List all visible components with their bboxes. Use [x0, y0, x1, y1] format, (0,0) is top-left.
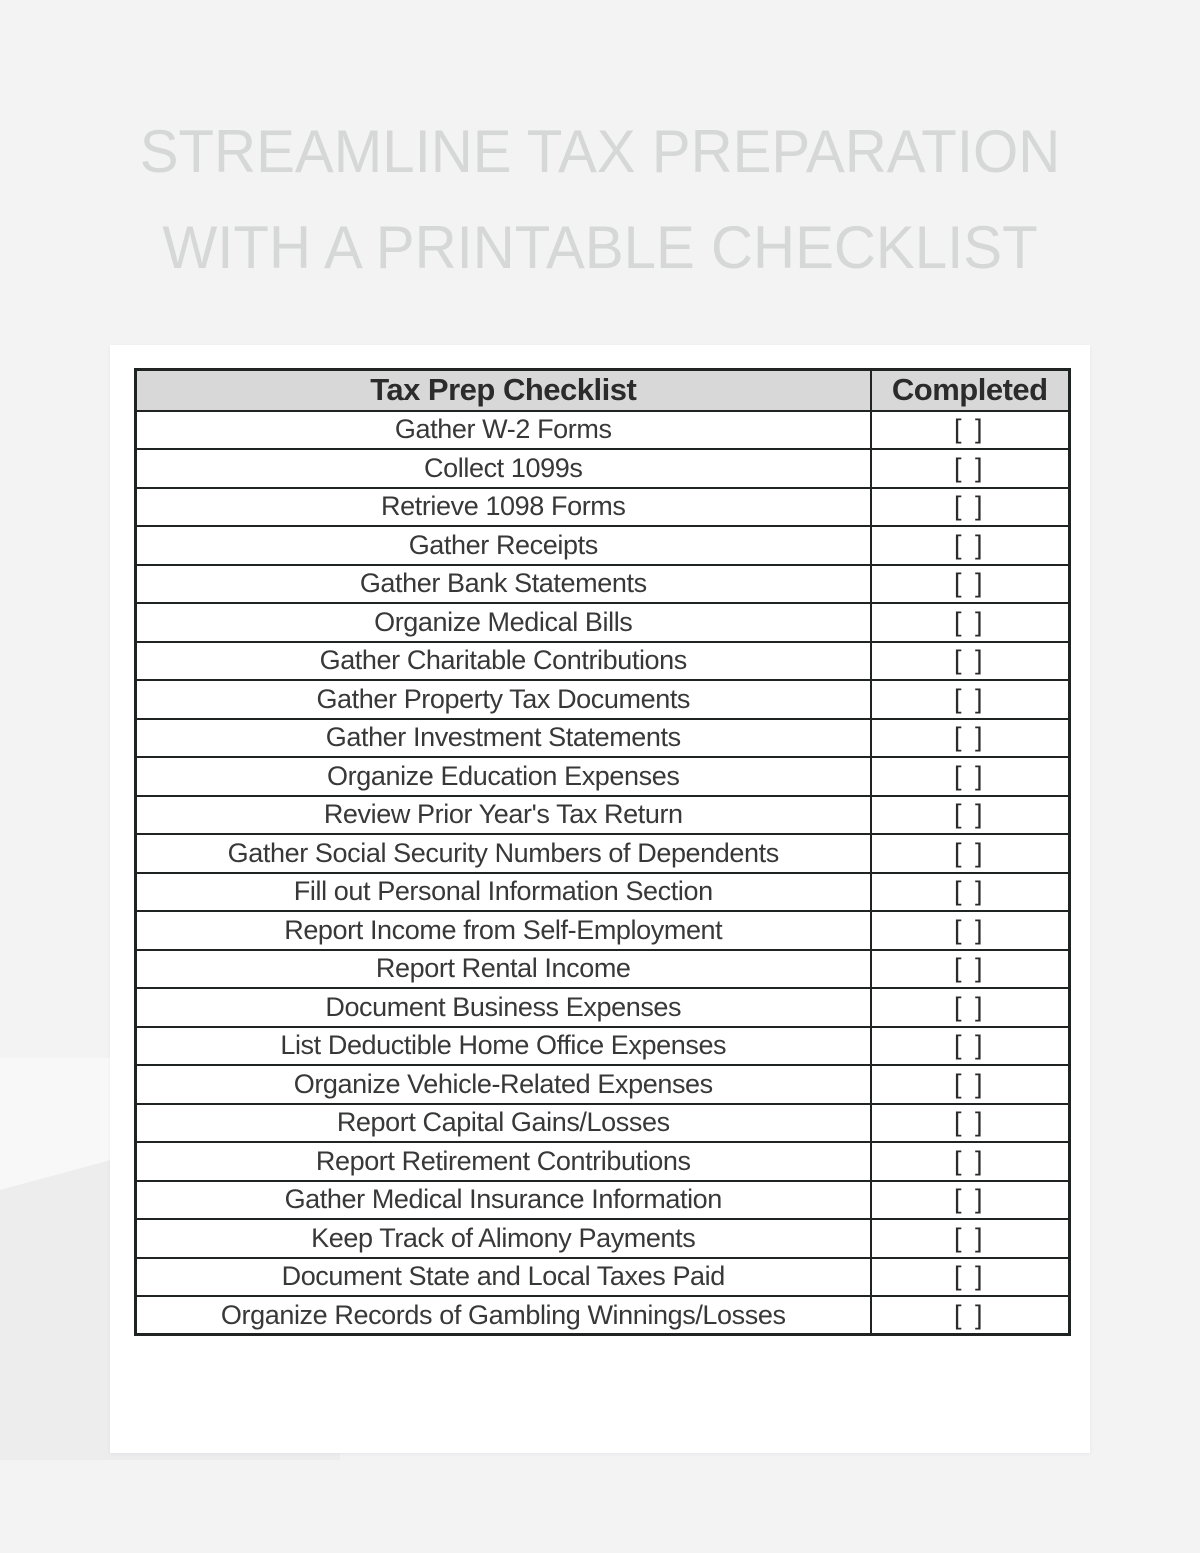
task-cell: Gather Investment Statements: [136, 719, 871, 758]
completed-column-header: Completed: [871, 370, 1070, 411]
table-row: [136, 719, 1070, 758]
completed-checkbox-cell[interactable]: [ ]: [871, 526, 1070, 565]
task-cell: Gather Medical Insurance Information: [136, 1181, 871, 1220]
table-row: [136, 526, 1070, 565]
completed-checkbox-cell[interactable]: [ ]: [871, 1104, 1070, 1143]
table-row: [136, 873, 1070, 912]
table-row: [136, 1181, 1070, 1220]
completed-checkbox-cell[interactable]: [ ]: [871, 449, 1070, 488]
table-header-row: [136, 370, 1070, 411]
completed-checkbox-cell[interactable]: [ ]: [871, 911, 1070, 950]
table-row: [136, 1219, 1070, 1258]
completed-checkbox-cell[interactable]: [ ]: [871, 1296, 1070, 1335]
table-row: [136, 757, 1070, 796]
table-row: [136, 988, 1070, 1027]
completed-checkbox-cell[interactable]: [ ]: [871, 680, 1070, 719]
task-cell: Gather W-2 Forms: [136, 411, 871, 450]
completed-checkbox-cell[interactable]: [ ]: [871, 411, 1070, 450]
task-cell: Report Retirement Contributions: [136, 1142, 871, 1181]
table-row: [136, 1296, 1070, 1335]
completed-checkbox-cell[interactable]: [ ]: [871, 757, 1070, 796]
task-cell: Review Prior Year's Tax Return: [136, 796, 871, 835]
tax-prep-checklist-table: [134, 368, 1071, 1336]
table-row: [136, 950, 1070, 989]
task-cell: Document Business Expenses: [136, 988, 871, 1027]
completed-checkbox-cell[interactable]: [ ]: [871, 1065, 1070, 1104]
task-cell: Gather Charitable Contributions: [136, 642, 871, 681]
task-cell: Gather Social Security Numbers of Dependents: [136, 834, 871, 873]
table-row: [136, 1142, 1070, 1181]
task-cell: Report Income from Self-Employment: [136, 911, 871, 950]
table-row: [136, 603, 1070, 642]
task-cell: Retrieve 1098 Forms: [136, 488, 871, 527]
task-cell: List Deductible Home Office Expenses: [136, 1027, 871, 1066]
task-cell: Collect 1099s: [136, 449, 871, 488]
page-title-line-2: WITH A PRINTABLE CHECKLIST: [162, 214, 1038, 281]
task-cell: Gather Property Tax Documents: [136, 680, 871, 719]
completed-checkbox-cell[interactable]: [ ]: [871, 1142, 1070, 1181]
task-cell: Organize Education Expenses: [136, 757, 871, 796]
completed-checkbox-cell[interactable]: [ ]: [871, 950, 1070, 989]
page-title: [18, 104, 1182, 296]
task-column-header: Tax Prep Checklist: [136, 370, 871, 411]
table-row: [136, 1258, 1070, 1297]
completed-checkbox-cell[interactable]: [ ]: [871, 796, 1070, 835]
checklist-card: [110, 345, 1090, 1453]
task-cell: Gather Receipts: [136, 526, 871, 565]
table-row: [136, 911, 1070, 950]
task-cell: Keep Track of Alimony Payments: [136, 1219, 871, 1258]
task-cell: Fill out Personal Information Section: [136, 873, 871, 912]
table-row: [136, 411, 1070, 450]
completed-checkbox-cell[interactable]: [ ]: [871, 603, 1070, 642]
table-row: [136, 1065, 1070, 1104]
task-cell: Report Rental Income: [136, 950, 871, 989]
task-cell: Organize Medical Bills: [136, 603, 871, 642]
completed-checkbox-cell[interactable]: [ ]: [871, 565, 1070, 604]
completed-checkbox-cell[interactable]: [ ]: [871, 834, 1070, 873]
table-row: [136, 680, 1070, 719]
completed-checkbox-cell[interactable]: [ ]: [871, 1258, 1070, 1297]
task-cell: Gather Bank Statements: [136, 565, 871, 604]
completed-checkbox-cell[interactable]: [ ]: [871, 988, 1070, 1027]
table-row: [136, 796, 1070, 835]
completed-checkbox-cell[interactable]: [ ]: [871, 873, 1070, 912]
table-row: [136, 834, 1070, 873]
completed-checkbox-cell[interactable]: [ ]: [871, 1219, 1070, 1258]
completed-checkbox-cell[interactable]: [ ]: [871, 719, 1070, 758]
table-row: [136, 1104, 1070, 1143]
completed-checkbox-cell[interactable]: [ ]: [871, 642, 1070, 681]
completed-checkbox-cell[interactable]: [ ]: [871, 1181, 1070, 1220]
table-row: [136, 1027, 1070, 1066]
task-cell: Report Capital Gains/Losses: [136, 1104, 871, 1143]
task-cell: Organize Vehicle-Related Expenses: [136, 1065, 871, 1104]
task-cell: Document State and Local Taxes Paid: [136, 1258, 871, 1297]
completed-checkbox-cell[interactable]: [ ]: [871, 488, 1070, 527]
page-title-line-1: STREAMLINE TAX PREPARATION: [139, 118, 1061, 185]
completed-checkbox-cell[interactable]: [ ]: [871, 1027, 1070, 1066]
table-row: [136, 565, 1070, 604]
task-cell: Organize Records of Gambling Winnings/Losses: [136, 1296, 871, 1335]
table-row: [136, 488, 1070, 527]
table-row: [136, 449, 1070, 488]
table-row: [136, 642, 1070, 681]
